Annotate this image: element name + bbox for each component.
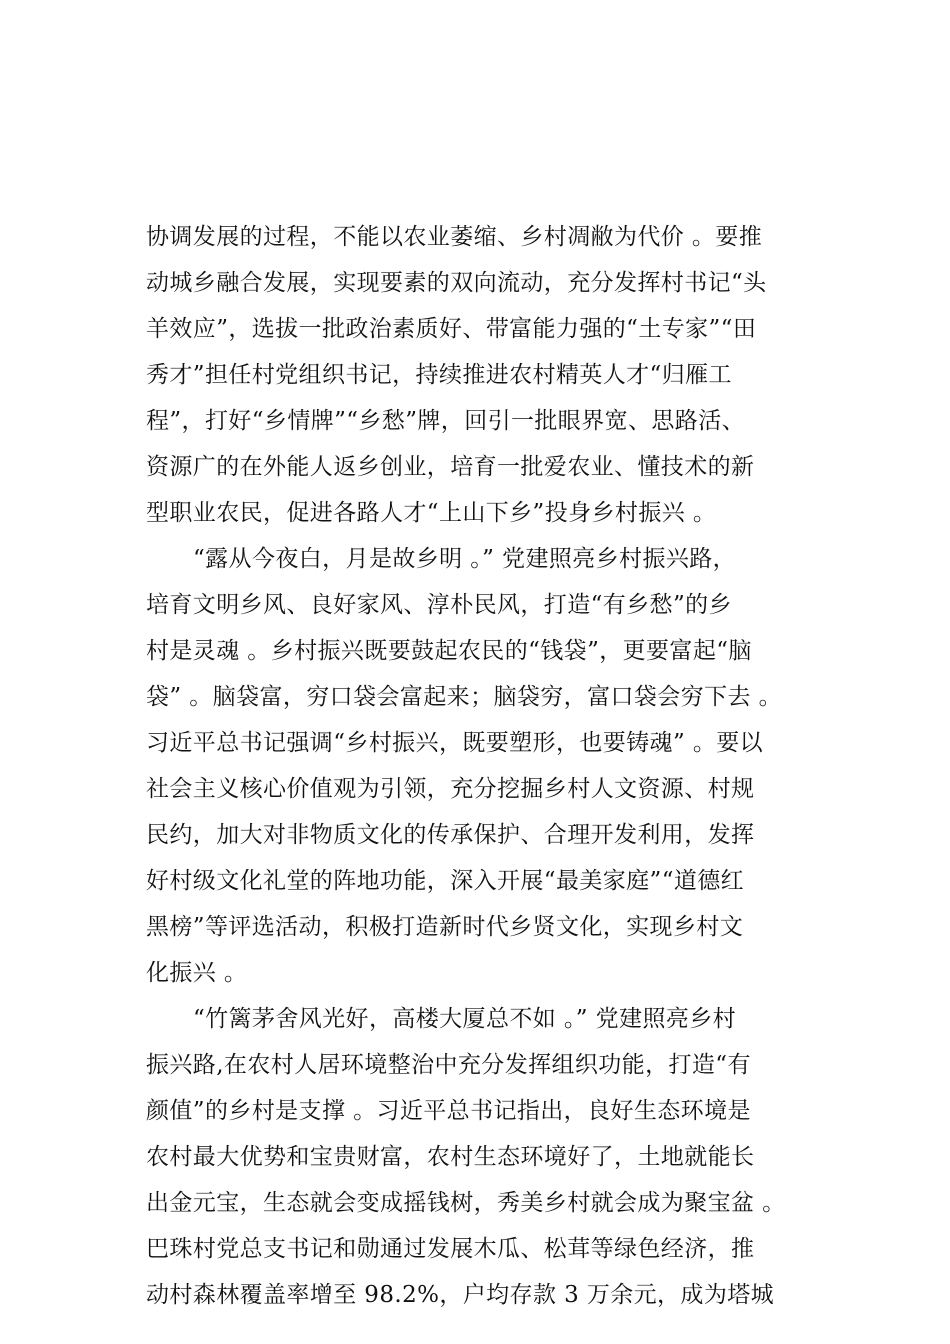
text-line: 巴珠村党总支书记和勋通过发展木瓜、松茸等绿色经济，推 <box>146 1236 755 1262</box>
text-line: 村是灵魂 。乡村振兴既要鼓起农民的“钱袋”，更要富起“脑 <box>146 638 752 664</box>
text-line: 颜值”的乡村是支撑 。习近平总书记指出，良好生态环境是 <box>146 1098 751 1124</box>
text-line: 化振兴 。 <box>146 960 248 986</box>
paragraph-start-line: “竹篱茅舍风光好，高楼大厦总不如 。” 党建照亮乡村 <box>193 1006 737 1032</box>
text-line: 黑榜”等评选活动，积极打造新时代乡贤文化，实现乡村文 <box>146 914 744 940</box>
text-line: 动城乡融合发展，实现要素的双向流动，充分发挥村书记“头 <box>146 270 767 296</box>
text-line: 培育文明乡风、良好家风、淳朴民风，打造“有乡愁”的乡 <box>146 592 732 618</box>
text-line: 习近平总书记强调“乡村振兴，既要塑形，也要铸魂” 。要以 <box>146 730 764 756</box>
text-line: 协调发展的过程，不能以农业萎缩、乡村凋敝为代价 。要推 <box>146 224 763 250</box>
text-line: 型职业农民，促进各路人才“上山下乡”投身乡村振兴 。 <box>146 500 717 526</box>
text-line: 农村最大优势和宝贵财富，农村生态环境好了，土地就能长 <box>146 1144 755 1170</box>
text-line: 程”，打好“乡情牌”“乡愁”牌，回引一批眼界宽、思路活、 <box>146 408 745 434</box>
text-line: 秀才”担任村党组织书记，持续推进农村精英人才“归雁工 <box>146 362 732 388</box>
paragraph-start-line: “露从今夜白，月是故乡明 。” 党建照亮乡村振兴路， <box>193 546 737 572</box>
text-line: 动村森林覆盖率增至 98.2%，户均存款 3 万余元，成为塔城 <box>146 1282 775 1308</box>
text-line: 民约，加大对非物质文化的传承保护、合理开发利用，发挥 <box>146 822 755 848</box>
text-line: 资源广的在外能人返乡创业，培育一批爱农业、懂技术的新 <box>146 454 755 480</box>
text-line: 羊效应”，选拔一批政治素质好、带富能力强的“土专家”“田 <box>146 316 757 342</box>
text-line: 出金元宝，生态就会变成摇钱树，秀美乡村就会成为聚宝盆 。 <box>146 1190 786 1216</box>
body-text <box>146 214 866 1318</box>
text-line: 袋” 。脑袋富，穷口袋会富起来；脑袋穷，富口袋会穷下去 。 <box>146 684 782 710</box>
text-line: 好村级文化礼堂的阵地功能，深入开展“最美家庭”“道德红 <box>146 868 745 894</box>
text-line: 社会主义核心价值观为引领，充分挖掘乡村人文资源、村规 <box>146 776 755 802</box>
text-line: 振兴路,在农村人居环境整治中充分发挥组织功能，打造“有 <box>146 1052 751 1078</box>
